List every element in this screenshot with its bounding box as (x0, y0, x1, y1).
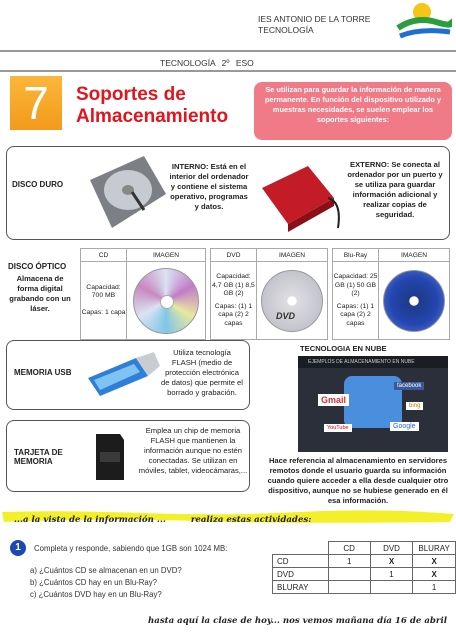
optical-disc-label: DISCO ÓPTICO (8, 262, 67, 271)
activity-prompt: Completa y responde, sabiendo que 1GB son 1024 MB: (34, 544, 228, 553)
answer-col-dvd: DVD (370, 542, 412, 555)
cloud-title: TECNOLOGIA EN NUBE (300, 344, 387, 353)
answer-cell[interactable] (328, 568, 370, 581)
bluray-capacity: Capacidad: 25 GB (1) 50 GB (2) (333, 273, 378, 297)
answer-row-dvd: DVD (273, 568, 329, 581)
usb-stick-image (84, 352, 160, 398)
bluray-image (383, 270, 445, 332)
internal-hdd-text: INTERNO: Está en el interior del ordenador y contiene el sistema operativo, programas y datos. (169, 162, 249, 211)
answer-table (272, 541, 456, 594)
cd-table (80, 248, 206, 340)
activity-heading-right: realiza estas actividades: (190, 515, 312, 525)
unit-title: Soportes de Almacenamiento (76, 84, 229, 127)
cloud-logo-gmail: Gmail (318, 394, 349, 406)
subject-divider (0, 70, 456, 72)
hard-disk-label: DISCO DURO (12, 180, 64, 189)
answer-cell[interactable]: 1 (370, 568, 412, 581)
answer-cell[interactable]: 1 (328, 555, 370, 568)
optical-disc-desc: Almacena de forma digital grabando con un láser. (9, 274, 71, 313)
school-line-1: IES ANTONIO DE LA TORRE (258, 14, 371, 24)
bluray-image-col-header: IMAGEN (379, 249, 450, 262)
header-divider (0, 50, 456, 52)
cd-layers: Capas: 1 capa (81, 308, 126, 316)
school-name (258, 14, 378, 36)
school-logo (396, 2, 452, 46)
memory-card-desc: Emplea un chip de memoria FLASH que mantienen la información aunque no estén conectadas. Se utilizan en móviles, tablet, videocámaras,... (138, 426, 248, 475)
cd-image (133, 268, 199, 334)
microsd-image (90, 432, 130, 482)
intro-box: Se utilizan para guardar la información de manera permanente. En función del dispositivo utilizado y muestras necesidades, se suelen emplear los soportes siguientes: (254, 82, 452, 140)
dvd-col-header: DVD (211, 249, 257, 262)
bluray-col-header: Blu-Ray (333, 249, 379, 262)
cloud-logo-facebook: facebook (394, 382, 424, 390)
answer-cell[interactable]: 1 (413, 581, 456, 594)
usb-label: MEMORIA USB (14, 368, 72, 377)
subject-title: TECNOLOGÍA 2º ESO (160, 58, 254, 68)
external-hdd-text: EXTERNO: Se conecta al ordenador por un puerto y se utiliza para guardar información adicional y realizar copias de seguridad. (347, 160, 443, 219)
cd-capacity: Capacidad: 700 MB (86, 283, 121, 300)
cd-col-header: CD (81, 249, 127, 262)
dvd-image: DVD (261, 270, 323, 332)
memory-card-label: TARJETA DE MEMORIA (14, 448, 63, 466)
answer-col-bluray: BLURAY (413, 542, 456, 555)
cloud-desc: Hace referencia al almacenamiento en servidores remotos donde el usuario guarda su información cuando quiere acceder a ella desde cualquier otro dispositivo, aunque no se hubiese generado en él esa información. (267, 456, 449, 505)
answer-row-cd: CD (273, 555, 329, 568)
cloud-logo-bing: bing (406, 402, 423, 410)
bluray-layers: Capas: (1) 1 capa (2) 2 capas (336, 302, 375, 327)
external-hdd-image (258, 158, 346, 234)
bluray-table (332, 248, 450, 340)
activity-heading (14, 515, 311, 525)
cloud-logo-youtube: YouTube (324, 424, 352, 432)
dvd-table (210, 248, 328, 340)
answer-cell[interactable] (328, 581, 370, 594)
unit-number: 7 (10, 76, 62, 130)
question-b: b) ¿Cuántos CD hay en un Blu-Ray? (30, 578, 157, 587)
activity-number: 1 (10, 540, 26, 556)
cd-image-col-header: IMAGEN (127, 249, 206, 262)
question-c: c) ¿Cuántos DVD hay en un Blu-Ray? (30, 590, 162, 599)
usb-desc: Utiliza tecnología FLASH (medio de protección electrónica de datos) que permite el borrado y grabación. (161, 348, 243, 397)
answer-cell[interactable]: X (370, 555, 412, 568)
dvd-image-col-header: IMAGEN (257, 249, 328, 262)
footer-note: hasta aquí la clase de hoy... nos vemos mañana día 16 de abril (148, 616, 447, 626)
answer-cell[interactable] (370, 581, 412, 594)
answer-cell[interactable]: X (413, 568, 456, 581)
answer-cell[interactable]: X (413, 555, 456, 568)
answer-col-cd: CD (328, 542, 370, 555)
school-line-2: TECNOLOGÍA (258, 25, 314, 35)
question-a: a) ¿Cuántos CD se almacenan en un DVD? (30, 566, 182, 575)
activity-heading-left: ...a la vista de la información ... (14, 515, 166, 525)
cloud-logo-google: Google (390, 422, 419, 431)
cloud-image (298, 356, 448, 452)
internal-hdd-image (84, 150, 170, 236)
answer-row-bluray: BLURAY (273, 581, 329, 594)
dvd-capacity: Capacidad: 4,7 GB (1) 8,5 GB (2) (212, 273, 255, 297)
cloud-image-caption: EJEMPLOS DE ALMACENAMIENTO EN NUBE (298, 356, 448, 368)
dvd-layers: Capas: (1) 1 capa (2) 2 capas (214, 302, 253, 327)
